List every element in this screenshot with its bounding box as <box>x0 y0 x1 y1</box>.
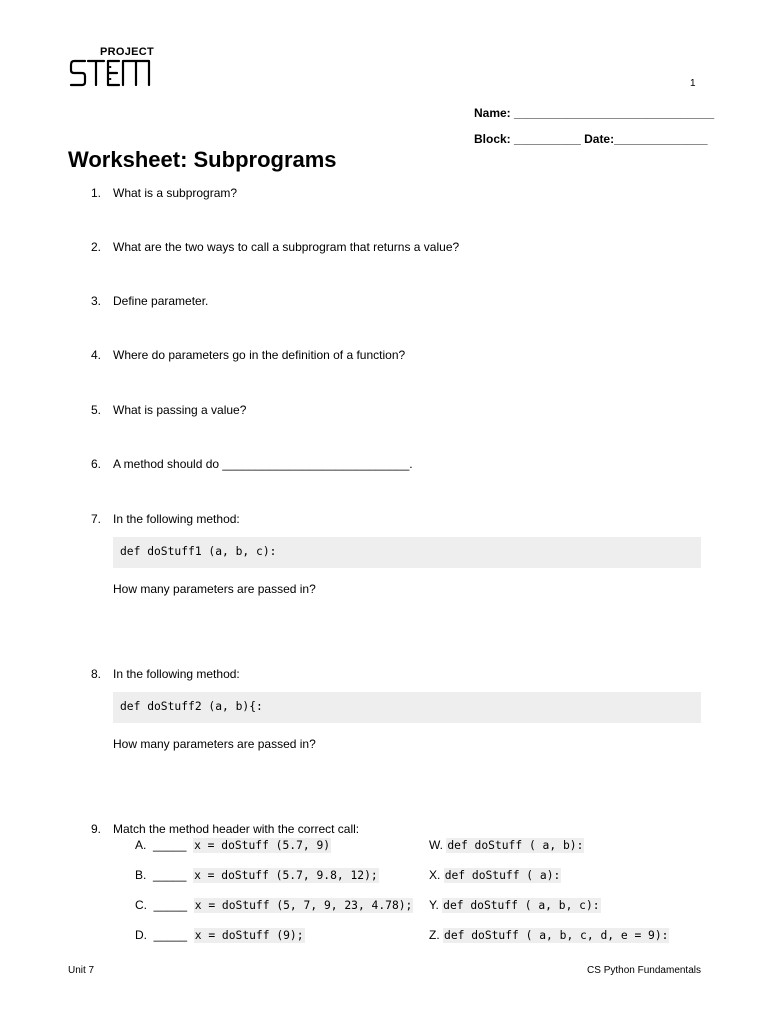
date-blank: ______________ <box>614 132 708 146</box>
code-text: def doStuff1 (a, b, c): <box>120 545 277 558</box>
footer-unit: Unit 7 <box>68 965 95 976</box>
question-7-followup: How many parameters are passed in? <box>113 582 316 596</box>
name-field[interactable] <box>474 106 714 120</box>
question-number: 4. <box>90 348 101 362</box>
question-8-followup: How many parameters are passed in? <box>113 737 316 751</box>
page-number: 1 <box>690 78 696 89</box>
match-header-w <box>429 838 584 852</box>
answer-blank: _____ <box>153 868 187 882</box>
question-text: In the following method: <box>113 512 240 526</box>
header-code: def doStuff ( a): <box>444 869 561 882</box>
header-code: def doStuff ( a, b, c, d, e = 9): <box>444 929 669 942</box>
block-label: Block: <box>474 132 515 146</box>
header-code: def doStuff ( a, b): <box>447 839 584 852</box>
date-label: Date: <box>580 132 615 146</box>
question-text: In the following method: <box>113 667 240 681</box>
answer-blank: _____ <box>153 898 188 912</box>
answer-blank: _____ <box>153 928 188 942</box>
match-header-x <box>429 868 561 882</box>
call-code: x = doStuff (5.7, 9) <box>194 839 331 852</box>
name-label: Name: <box>474 106 515 120</box>
answer-blank: _____ <box>153 838 187 852</box>
code-block-dostuff2 <box>113 692 701 723</box>
question-number: 1. <box>90 186 101 200</box>
question-number: 7. <box>90 512 101 526</box>
question-number: 3. <box>90 294 101 308</box>
match-call-a[interactable] <box>135 838 331 852</box>
match-letter: X. <box>429 868 441 882</box>
header-code: def doStuff ( a, b, c): <box>443 899 600 912</box>
call-code: x = doStuff (5.7, 9.8, 12); <box>194 869 378 882</box>
match-header-z <box>429 928 669 942</box>
logo-stem-wordmark <box>69 57 153 89</box>
worksheet-title: Worksheet: Subprograms <box>68 147 337 172</box>
match-call-b[interactable] <box>135 868 379 882</box>
match-letter: C. <box>135 898 147 912</box>
name-blank: ______________________________ <box>514 106 715 120</box>
question-text: A method should do ____________________________. <box>113 457 413 471</box>
match-call-c[interactable] <box>135 898 413 912</box>
match-letter: Y. <box>429 898 439 912</box>
match-header-y <box>429 898 601 912</box>
block-date-field[interactable] <box>474 132 708 146</box>
code-text: def doStuff2 (a, b){: <box>120 700 263 713</box>
question-number: 8. <box>90 667 101 681</box>
match-letter: A. <box>135 838 147 852</box>
question-text: Where do parameters go in the definition of a function? <box>113 348 406 362</box>
match-letter: Z. <box>429 928 440 942</box>
question-number: 5. <box>90 403 101 417</box>
block-blank: __________ <box>514 132 581 146</box>
logo-project-text: PROJECT <box>100 46 155 58</box>
call-code: x = doStuff (5, 7, 9, 23, 4.78); <box>194 899 413 912</box>
question-text: What is passing a value? <box>113 403 247 417</box>
question-text: What are the two ways to call a subprogram that returns a value? <box>113 240 460 254</box>
question-text: Match the method header with the correct call: <box>113 822 360 836</box>
match-letter: D. <box>135 928 147 942</box>
question-number: 2. <box>90 240 101 254</box>
call-code: x = doStuff (9); <box>194 929 304 942</box>
match-letter: B. <box>135 868 147 882</box>
question-text: What is a subprogram? <box>113 186 238 200</box>
match-letter: W. <box>429 838 443 852</box>
question-number: 6. <box>90 457 101 471</box>
code-block-dostuff1 <box>113 537 701 568</box>
question-number: 9. <box>90 822 101 836</box>
question-text: Define parameter. <box>113 294 209 308</box>
footer-course: CS Python Fundamentals <box>587 965 701 976</box>
match-call-d[interactable] <box>135 928 305 942</box>
